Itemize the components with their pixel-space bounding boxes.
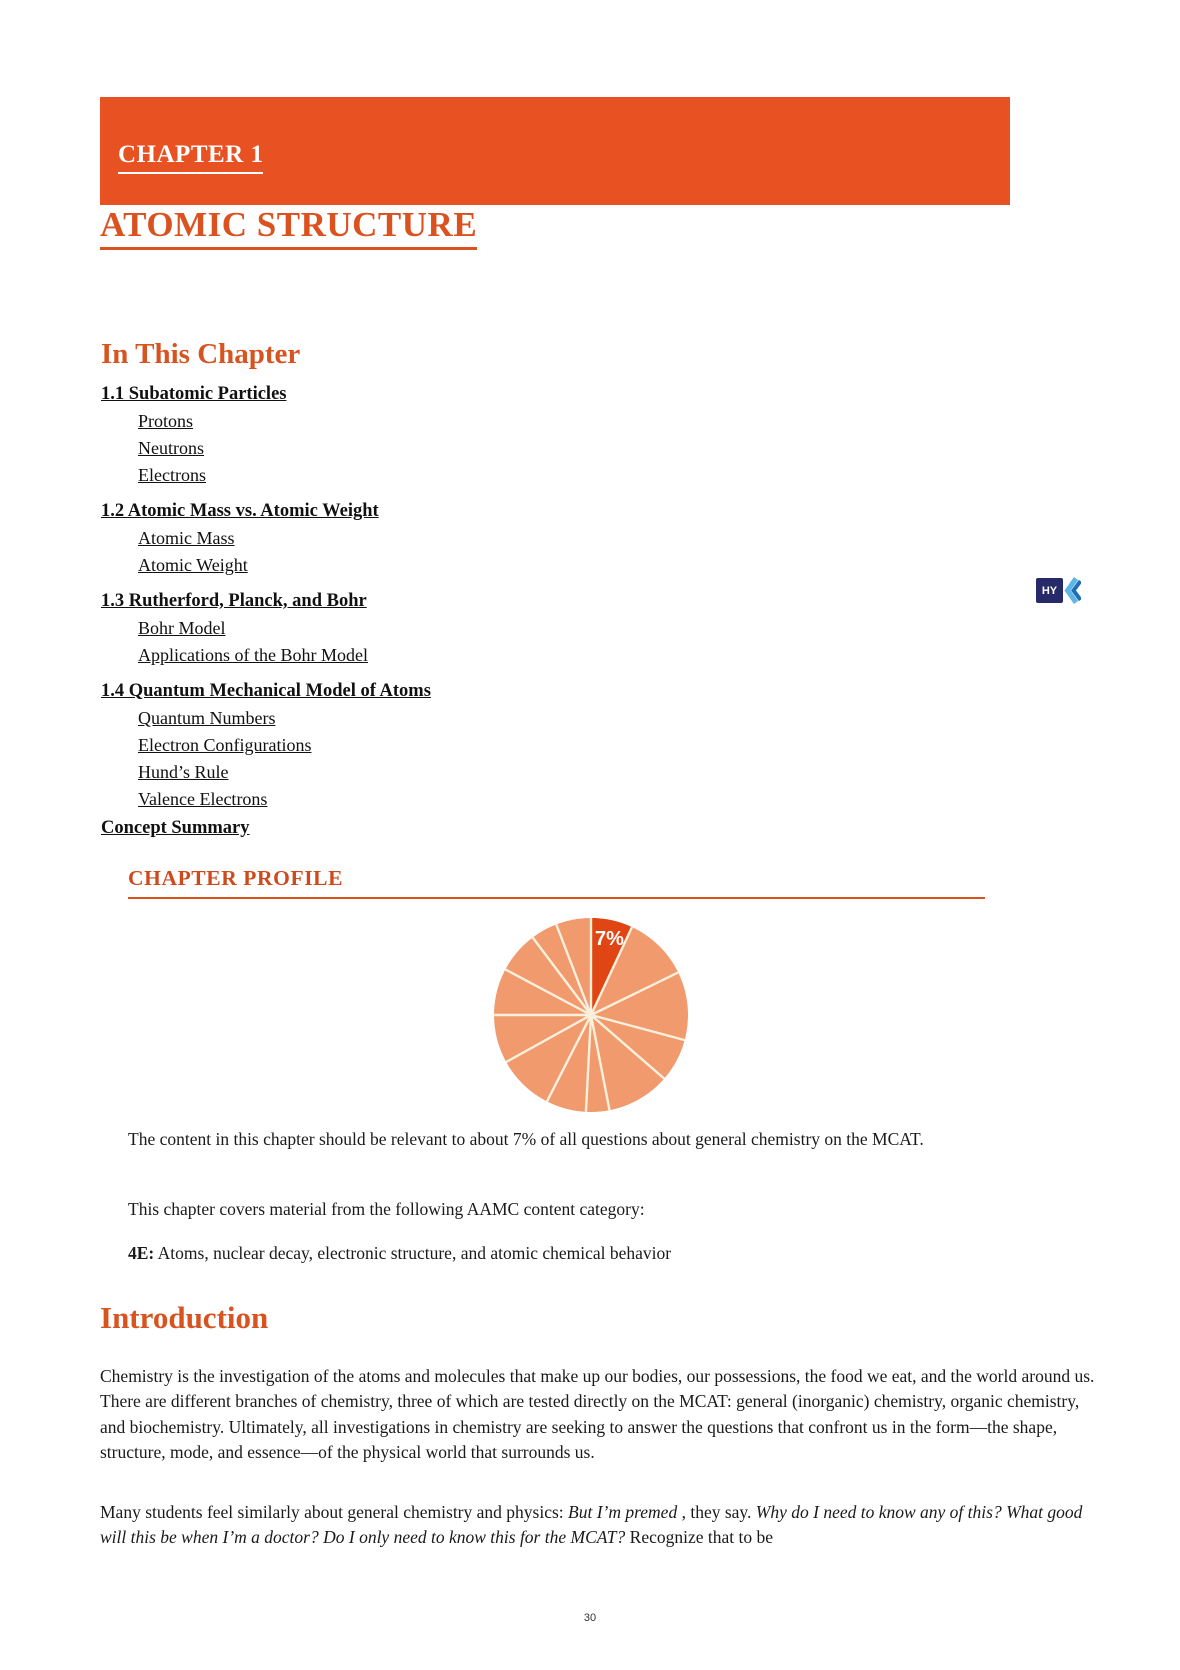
introduction-paragraph-2 bbox=[100, 1500, 1097, 1551]
pie-highlight-label: 7% bbox=[595, 928, 624, 950]
toc-item-link[interactable]: Neutrons bbox=[138, 438, 204, 458]
chapter-title: ATOMIC STRUCTURE bbox=[100, 205, 477, 250]
toc-item-link[interactable]: Applications of the Bohr Model bbox=[138, 645, 368, 665]
in-this-chapter-heading: In This Chapter bbox=[101, 338, 301, 370]
p2-italic-1: But I’m premed bbox=[568, 1502, 678, 1522]
p2-plain-1: Many students feel similarly about general chemistry and physics: bbox=[100, 1502, 569, 1522]
toc-item-link[interactable]: Valence Electrons bbox=[138, 789, 268, 809]
introduction-heading: Introduction bbox=[100, 1300, 269, 1335]
introduction-paragraph-1: Chemistry is the investigation of the atoms and molecules that make up our bodies, our possessions, the food we eat, and the world around us. There are different branches of chemistry, three of which are tested directly on the MCAT: general (inorganic) chemistry, organic chemistry, and biochemistry. Ultimately, all investigations in chemistry are seeking to answer the questions that confront us in the form—the shape, structure, mode, and essence—of the physical world that surrounds us. bbox=[100, 1366, 1095, 1463]
toc-item-link[interactable]: Hund’s Rule bbox=[138, 762, 229, 782]
chapter-pie bbox=[492, 916, 690, 1114]
profile-paragraph-1: The content in this chapter should be relevant to about 7% of all questions about general chemistry on the MCAT. bbox=[128, 1129, 924, 1149]
toc-section-link[interactable]: 1.1 Subatomic Particles bbox=[101, 384, 287, 404]
toc-item-link[interactable]: Protons bbox=[138, 411, 194, 431]
category-code: 4E: bbox=[128, 1243, 155, 1263]
toc-item-link[interactable]: Bohr Model bbox=[138, 618, 226, 638]
category-text: Atoms, nuclear decay, electronic structure, and atomic chemical behavior bbox=[154, 1243, 672, 1263]
page-number: 30 bbox=[583, 1612, 597, 1624]
high-yield-icon: HY bbox=[1036, 578, 1063, 603]
pie-slices bbox=[494, 918, 688, 1112]
toc-section bbox=[101, 588, 431, 669]
toc-section-link[interactable]: 1.3 Rutherford, Planck, and Bohr bbox=[101, 591, 367, 611]
toc-item-link[interactable]: Quantum Numbers bbox=[138, 708, 276, 728]
p2-plain-3: Recognize that to be bbox=[625, 1527, 774, 1548]
toc-section bbox=[101, 678, 431, 813]
toc-item-link[interactable]: Atomic Mass bbox=[138, 528, 235, 548]
profile-category-line bbox=[128, 1240, 1040, 1266]
profile-paragraph-2: This chapter covers material from the following AAMC content category: bbox=[128, 1199, 645, 1219]
chapter-number-link[interactable]: CHAPTER 1 bbox=[118, 141, 263, 174]
chapter-profile-heading: CHAPTER PROFILE bbox=[128, 866, 985, 899]
toc-section-link[interactable]: 1.4 Quantum Mechanical Model of Atoms bbox=[101, 681, 431, 701]
toc-section bbox=[101, 498, 431, 579]
chapter-profile-pie-chart bbox=[492, 916, 690, 1114]
p2-plain-2: , they say. bbox=[677, 1502, 756, 1522]
toc-section-link[interactable]: 1.2 Atomic Mass vs. Atomic Weight bbox=[101, 501, 379, 521]
toc bbox=[101, 381, 431, 822]
chevron-left-icon bbox=[1064, 577, 1081, 604]
toc-concept-summary-link[interactable]: Concept Summary bbox=[101, 818, 250, 838]
toc-item-link[interactable]: Electron Configurations bbox=[138, 735, 312, 755]
high-yield-badge bbox=[1036, 577, 1081, 604]
toc-section bbox=[101, 381, 431, 489]
toc-item-link[interactable]: Electrons bbox=[138, 465, 206, 485]
p2-italic-2: Why do I need to know any of this? What good will this be when I’m a doctor? Do I only need to know this for the MCAT? bbox=[100, 1502, 1083, 1548]
chapter-banner bbox=[100, 97, 1010, 205]
toc-item-link[interactable]: Atomic Weight bbox=[138, 555, 248, 575]
